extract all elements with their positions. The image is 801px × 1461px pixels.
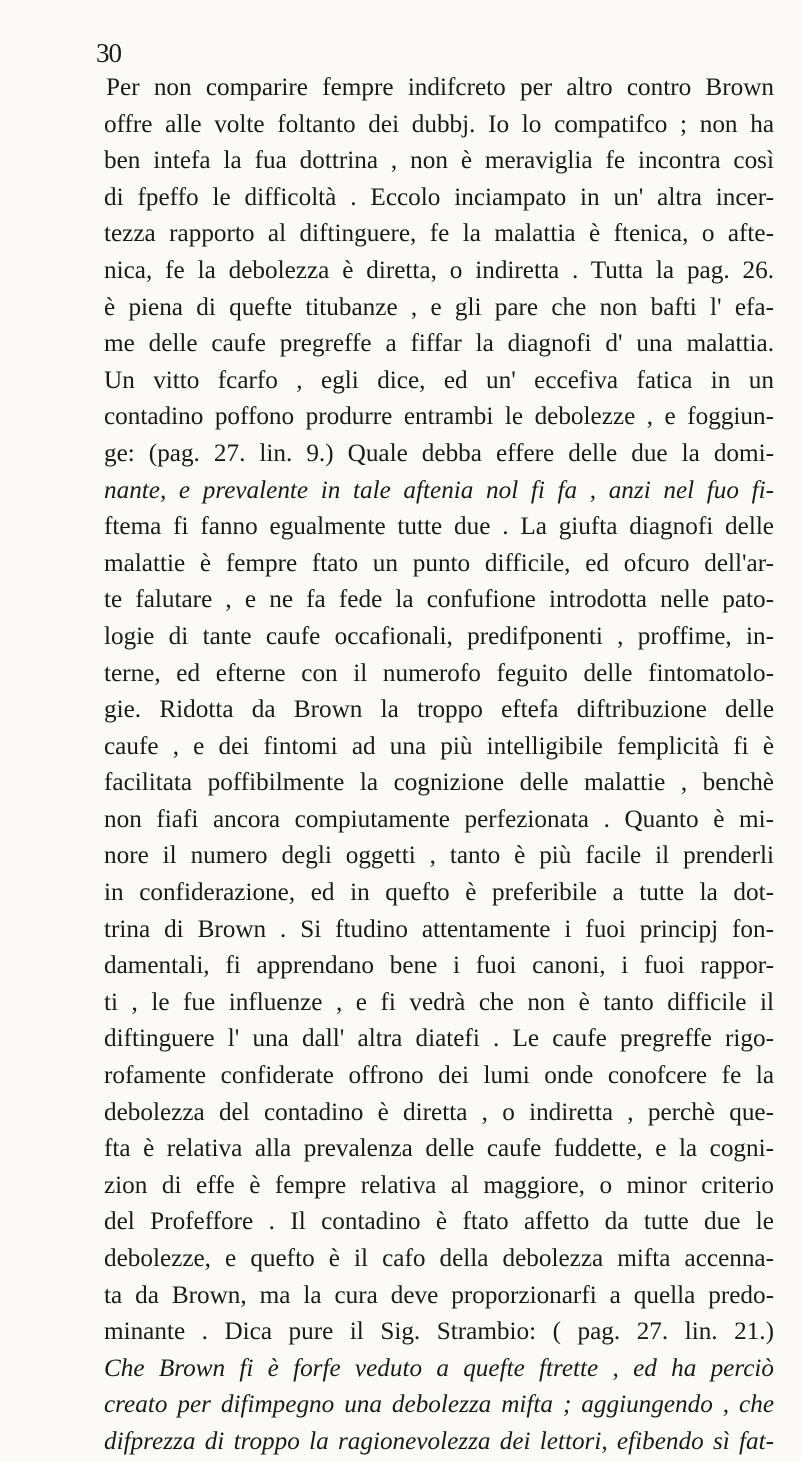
text-line: facilitata poffibilmente la cognizione delle malattie , benchè: [104, 769, 774, 797]
text-line: in confiderazione, ed in quefto è preferibile a tutte la dot-: [104, 879, 774, 907]
text-line: te falutare , e ne fa fede la confufione introdotta nelle pato-: [104, 586, 774, 614]
text-line: diftinguere l' una dall' altra diatefi . Le caufe pregreffe rigo-: [104, 1025, 774, 1053]
text-line: Un vitto fcarfo , egli dice, ed un' eccefiva fatica in un: [104, 366, 774, 394]
text-line: me delle caufe pregreffe a fiffar la diagnofi d' una malattia.: [104, 330, 774, 358]
text-line: offre alle volte foltanto dei dubbj. Io lo compatifco ; non ha: [104, 110, 774, 138]
text-line: ta da Brown, ma la cura deve proporzionarfi a quella predo-: [104, 1281, 774, 1309]
text-line: debolezza del contadino è diretta , o indiretta , perchè que-: [104, 1098, 774, 1126]
text-line: rofamente confiderate offrono dei lumi onde conofcere fe la: [104, 1062, 774, 1090]
text-line: gie. Ridotta da Brown la troppo eftefa diftribuzione delle: [104, 696, 774, 724]
text-line: logie di tante caufe occafionali, predifponenti , proffime, in-: [104, 622, 774, 650]
text-line: non fiafi ancora compiutamente perfezionata . Quanto è mi-: [104, 805, 774, 833]
text-line: nica, fe la debolezza è diretta, o indiretta . Tutta la pag. 26.: [104, 256, 774, 284]
text-line: zion di effe è fempre relativa al maggiore, o minor criterio: [104, 1171, 774, 1199]
text-line: difprezza di troppo la ragionevolezza dei lettori, efibendo sì fat-: [104, 1427, 774, 1455]
text-line: trina di Brown . Si ftudino attentamente i fuoi principj fon-: [104, 915, 774, 943]
text-line: nore il numero degli oggetti , tanto è più facile il prenderli: [104, 842, 774, 870]
text-line: terne, ed efterne con il numerofo feguito delle fintomatolo-: [104, 659, 774, 687]
text-line: creato per difimpegno una debolezza mifta ; aggiungendo , che: [104, 1391, 774, 1419]
text-line: caufe , e dei fintomi ad una più intelligibile femplicità fi è: [104, 732, 774, 760]
body-text: [104, 70, 774, 1461]
text-line: Che Brown fi è forfe veduto a quefte ftrette , ed ha perciò: [104, 1354, 774, 1382]
text-line: Per non comparire fempre indifcreto per altro contro Brown: [106, 74, 774, 101]
text-line: del Profeffore . Il contadino è ftato affetto da tutte due le: [104, 1208, 774, 1236]
text-line: damentali, fi apprendano bene i fuoi canoni, i fuoi rappor-: [104, 952, 774, 980]
text-line: nante, e prevalente in tale aftenia nol fi fa , anzi nel fuo fi-: [104, 476, 774, 504]
text-line: ftema fi fanno egualmente tutte due . La giufta diagnofi delle: [104, 513, 774, 541]
text-line: è piena di quefte titubanze , e gli pare che non bafti l' efa-: [104, 293, 774, 321]
text-line: debolezze, e quefto è il cafo della debolezza mifta accenna-: [104, 1245, 774, 1272]
text-line: tezza rapporto al diftinguere, fe la malattia è ftenica, o afte-: [104, 220, 774, 248]
text-line: minante . Dica pure il Sig. Strambio: ( pag. 27. lin. 21.): [104, 1318, 774, 1346]
text-line: malattie è fempre ftato un punto difficile, ed ofcuro dell'ar-: [104, 549, 774, 577]
text-line: ben intefa la fua dottrina , non è meraviglia fe incontra così: [104, 147, 774, 175]
text-line: ti , le fue influenze , e fi vedrà che non è tanto difficile il: [104, 988, 774, 1016]
text-line: ge: (pag. 27. lin. 9.) Quale debba effere delle due la domi-: [104, 439, 774, 467]
page-number: 30: [96, 38, 121, 68]
text-line: contadino poffono produrre entrambi le debolezze , e foggiun-: [104, 403, 774, 431]
text-line: fta è relativa alla prevalenza delle caufe fuddette, e la cogni-: [104, 1135, 774, 1163]
text-line: di fpeffo le difficoltà . Eccolo inciampato in un' altra incer-: [104, 183, 774, 211]
